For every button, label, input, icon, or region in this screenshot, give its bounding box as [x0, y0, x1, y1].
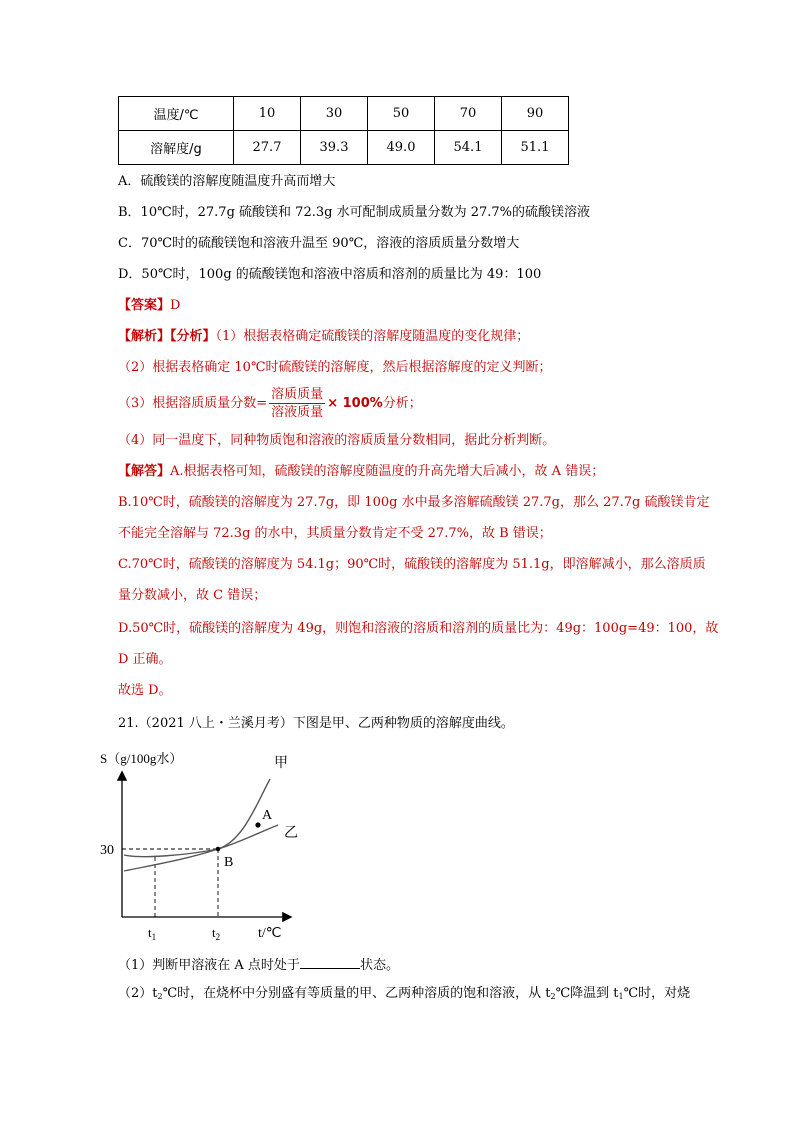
option-d: D．50℃时，100g 的硫酸镁饱和溶液中溶质和溶剂的质量比为 49：100 [118, 267, 542, 282]
analysis-point-3: （3）根据溶质质量分数= $\frac{\text{溶质质量}}{\text{溶液质量}}$ × 100%分析； [118, 387, 422, 420]
point-b-label: B [224, 855, 234, 870]
table-cell: 54.1 [435, 131, 502, 165]
option-b: B．10℃时，27.7g 硫酸镁和 72.3g 水可配制成质量分数为 27.7%的硫酸镁溶液 [118, 205, 590, 220]
analysis-point-2: （2）根据表格确定 10℃时硫酸镁的溶解度，然后根据溶解度的定义判断； [118, 360, 552, 375]
point-a [255, 822, 260, 827]
answer-line [118, 297, 180, 315]
mass-fraction-formula: $\frac{\text{溶质质量}}{\text{溶液质量}}$ [271, 387, 324, 420]
analysis-point-4: （4）同一温度下，同种物质饱和溶液的溶质质量分数相同，据此分析判断。 [118, 433, 556, 448]
analysis-label: 【解析】 [118, 329, 171, 344]
analysis-sublabel: 【分析】 [170, 329, 216, 344]
solution-c-line1: C.70℃时，硫酸镁的溶解度为 54.1g；90℃时，硫酸镁的溶解度为 51.1g，即溶解减小，那么溶质质 [118, 557, 706, 572]
answer-blank[interactable] [300, 954, 360, 969]
solution-conclusion: 故选 D。 [118, 683, 172, 698]
question-21-part-1: （1）判断甲溶液在 A 点时处于 状态。 [118, 954, 399, 975]
y-tick-30: 30 [100, 843, 114, 858]
answer-label: 【答案】 [118, 298, 171, 313]
curve-yi [124, 825, 278, 871]
solution-d-line2: D 正确。 [118, 652, 172, 667]
table-row-temperature [119, 97, 569, 131]
option-a: A．硫酸镁的溶解度随温度升高而增大 [118, 174, 336, 189]
table-cell: 39.3 [301, 131, 368, 165]
table-cell: 51.1 [502, 131, 569, 165]
option-c: C．70℃时的硫酸镁饱和溶液升温至 90℃，溶液的溶质质量分数增大 [118, 236, 520, 251]
table-header-temperature: 温度/℃ [119, 97, 234, 131]
solubility-table [118, 96, 569, 165]
answer-value: D [170, 298, 181, 313]
table-header-solubility: 溶解度/g [119, 131, 234, 165]
question-21-part-2: $(2)t_2℃$时，在烧杯中分别盛有等质量的甲、乙两种溶质的饱和溶液，从 $t_2℃$降温到 $t_1℃$时，对烧 [118, 986, 691, 1001]
solution-label: 【解答】 [118, 464, 171, 479]
x-tick-t1: $t_1$ [148, 925, 157, 942]
point-a-label: A [262, 808, 273, 823]
solubility-curve-graph [98, 745, 328, 945]
y-axis-label: S（g/100g水） [100, 751, 183, 766]
x-tick-t2: $t_2$ [212, 925, 221, 942]
question-21-stem: 21.（2021 八上・兰溪月考）下图是甲、乙两种物质的溶解度曲线。 [118, 716, 514, 731]
table-cell: 10 [234, 97, 301, 131]
solution-a: 【解答】A.根据表格可知，硫酸镁的溶解度随温度的升高先增大后减小，故 A 错误； [118, 464, 605, 479]
curve-jia-label: 甲 [274, 756, 288, 771]
solution-d-line1: D.50℃时，硫酸镁的溶解度为 49g，则饱和溶液的溶质和溶剂的质量比为：49g：100g=49：100，故 [118, 621, 719, 636]
table-cell: 50 [368, 97, 435, 131]
solution-b-line1: B.10℃时，硫酸镁的溶解度为 27.7g，即 100g 水中最多溶解硫酸镁 27.7g，那么 27.7g 硫酸镁肯定 [118, 495, 710, 510]
table-cell: 90 [502, 97, 569, 131]
table-cell: 27.7 [234, 131, 301, 165]
table-row-solubility [119, 131, 569, 165]
point-b [216, 847, 221, 852]
analysis-point-1: 【解析】【分析】（1）根据表格确定硫酸镁的溶解度随温度的变化规律； [118, 329, 530, 344]
curve-jia [124, 779, 270, 857]
table-cell: 70 [435, 97, 502, 131]
table-cell: 30 [301, 97, 368, 131]
solution-b-line2: 不能完全溶解与 72.3g 的水中，其质量分数肯定不受 27.7%，故 B 错误； [118, 526, 552, 541]
curve-yi-label: 乙 [284, 826, 298, 841]
table-cell: 49.0 [368, 131, 435, 165]
x-axis-label: t/℃ [258, 926, 282, 941]
solution-c-line2: 量分数减小，故 C 错误； [118, 588, 267, 603]
